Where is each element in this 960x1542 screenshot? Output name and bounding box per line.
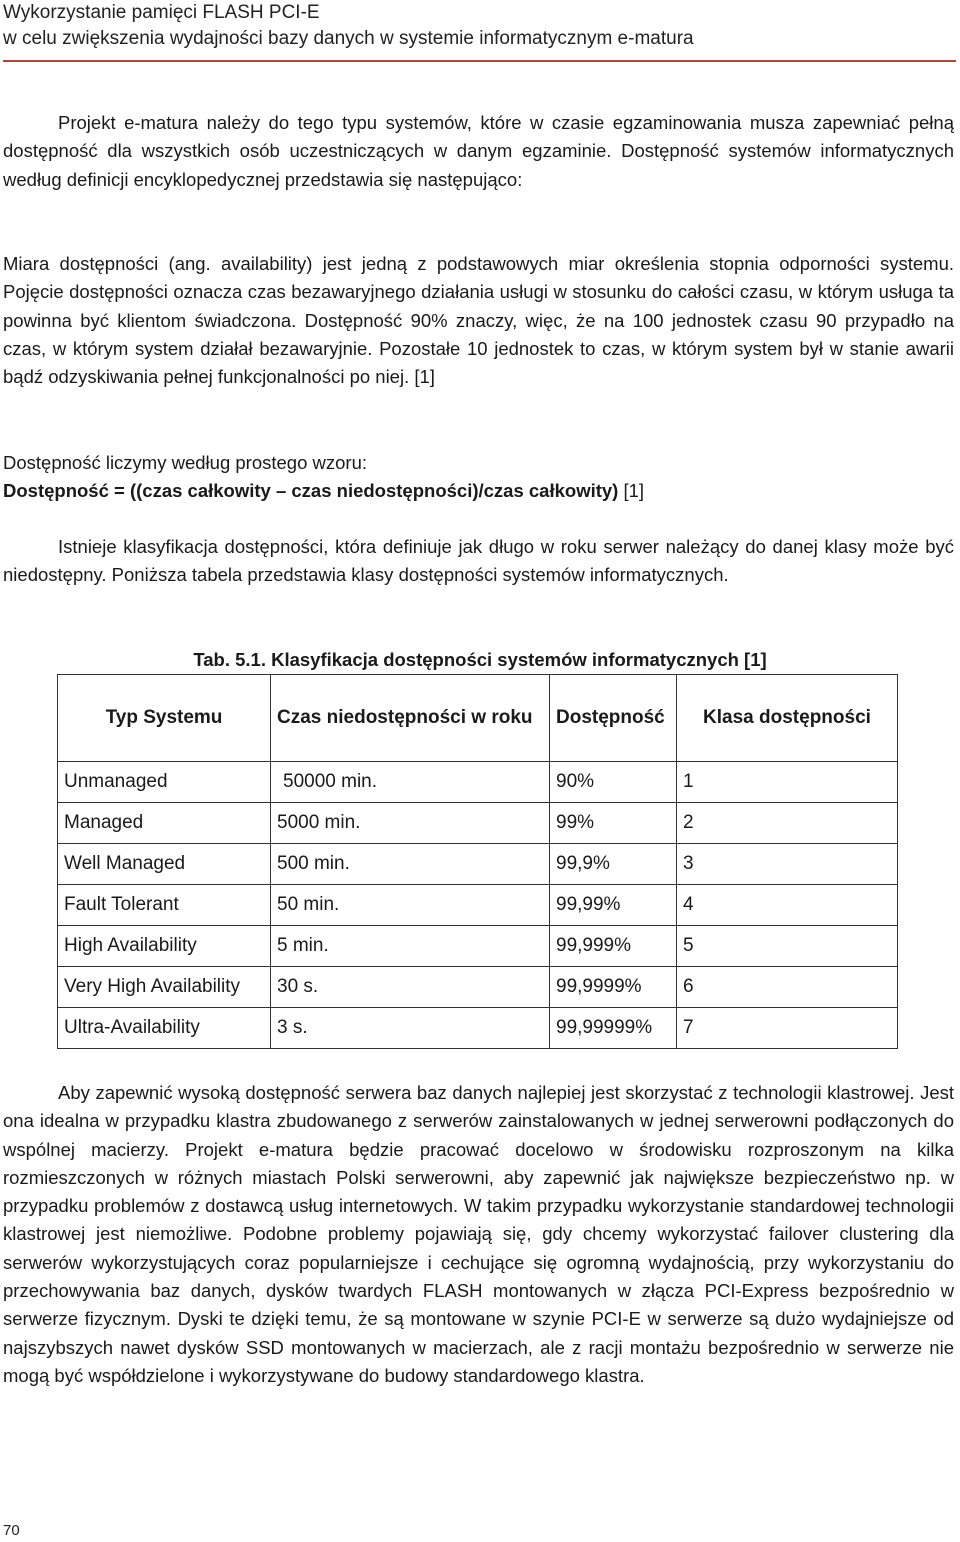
cell-class: 4 bbox=[677, 885, 898, 926]
cell-system-type: Unmanaged bbox=[58, 762, 271, 803]
cell-availability: 99% bbox=[550, 803, 677, 844]
table-header-row bbox=[58, 675, 898, 762]
cell-system-type: Ultra-Availability bbox=[58, 1008, 271, 1049]
table-row bbox=[58, 926, 898, 967]
availability-classes-table bbox=[57, 674, 898, 1049]
cell-availability: 99,9% bbox=[550, 844, 677, 885]
table-row bbox=[58, 803, 898, 844]
table-caption bbox=[0, 646, 960, 674]
header-system-type: Typ Systemu bbox=[58, 675, 271, 762]
header-class: Klasa dostępności bbox=[677, 675, 898, 762]
table-row bbox=[58, 885, 898, 926]
cell-downtime: 50000 min. bbox=[271, 762, 550, 803]
cell-system-type: Fault Tolerant bbox=[58, 885, 271, 926]
cell-class: 7 bbox=[677, 1008, 898, 1049]
cell-availability: 99,99% bbox=[550, 885, 677, 926]
formula-text: Dostępność = ((czas całkowity – czas niedostępności)/czas całkowity) bbox=[3, 480, 619, 501]
cell-class: 3 bbox=[677, 844, 898, 885]
header-availability: Dostępność bbox=[550, 675, 677, 762]
cell-downtime: 30 s. bbox=[271, 967, 550, 1008]
header-title-line1: Wykorzystanie pamięci FLASH PCI-E bbox=[3, 2, 320, 23]
paragraph-intro: Projekt e-matura należy do tego typu systemów, które w czasie egzaminowania musza zapewniać pełną dostępność dla wszystkich osób uczestniczących w danym egzaminie. Dostępność systemów informatycznych według definicji encyklopedycznej przedstawia się następująco: bbox=[3, 112, 954, 190]
header-downtime: Czas niedostępności w roku bbox=[271, 675, 550, 762]
table-row bbox=[58, 762, 898, 803]
cell-system-type: Well Managed bbox=[58, 844, 271, 885]
cell-availability: 99,999% bbox=[550, 926, 677, 967]
cell-class: 5 bbox=[677, 926, 898, 967]
cell-downtime: 50 min. bbox=[271, 885, 550, 926]
cell-availability: 99,9999% bbox=[550, 967, 677, 1008]
paragraph-classification: Istnieje klasyfikacja dostępności, która definiuje jak długo w roku serwer należący do danej klasy może być niedostępny. Poniższa tabela przedstawia klasy dostępności systemów informatycznych. bbox=[3, 536, 954, 586]
page-number: 70 bbox=[3, 1522, 20, 1539]
cell-system-type: High Availability bbox=[58, 926, 271, 967]
cell-availability: 90% bbox=[550, 762, 677, 803]
table-row bbox=[58, 967, 898, 1008]
cell-downtime: 5000 min. bbox=[271, 803, 550, 844]
cell-downtime: 500 min. bbox=[271, 844, 550, 885]
cell-class: 2 bbox=[677, 803, 898, 844]
cell-class: 1 bbox=[677, 762, 898, 803]
table-row bbox=[58, 1008, 898, 1049]
cell-downtime: 5 min. bbox=[271, 926, 550, 967]
availability-formula bbox=[3, 477, 954, 505]
table-caption-text: Tab. 5.1. Klasyfikacja dostępności systemów informatycznych [1] bbox=[193, 649, 767, 670]
running-header bbox=[3, 0, 956, 62]
paragraph-cluster: Aby zapewnić wysoką dostępność serwera baz danych najlepiej jest skorzystać z technologii klastrowej. Jest ona idealna w przypadku klastra zbudowanego z serwerów zainstalowanych w jednej serwerowni podłączonych do wspólnej macierzy. Projekt e-matura będzie pracować docelowo w środowisku rozproszonym na kilka rozmieszczonych w różnych miastach Polski serwerowni, aby zapewnić jak największe bezpieczeństwo np. w przypadku problemów z dostawcą usług internetowych. W takim przypadku wykorzystanie standardowej technologii klastrowej jest niemożliwe. Podobne problemy pojawiają się, gdy chcemy wykorzystać failover clustering dla serwerów wykorzystujących coraz popularniejsze i cechujące się ogromną wydajnością, przy wykorzystaniu do przechowywania baz danych, dysków twardych FLASH montowanych w złącza PCI-Express bezpośrednio w serwerze fizycznym. Dyski te dzięki temu, że są montowane w szynie PCI-E w serwerze są dużo wydajniejsze od najszybszych nawet dysków SSD montowanych w macierzach, ale z racji montażu bezpośrednio w serwerze nie mogą być współdzielone i wykorzystywane do budowy standardowego klastra. bbox=[3, 1082, 954, 1386]
cell-class: 6 bbox=[677, 967, 898, 1008]
paragraph-definition: Miara dostępności (ang. availability) jest jedną z podstawowych miar określenia stopnia odporności systemu. Pojęcie dostępności oznacza czas bezawaryjnego działania usługi w stosunku do całości czasu, w którym usługa ta powinna być klientom świadczona. Dostępność 90% znaczy, więc, że na 100 jednostek czasu 90 przypadło na czas, w którym system działał bezawaryjnie. Pozostałe 10 jednostek to czas, w którym system był w stanie awarii bądź odzyskiwania pełnej funkcjonalności po niej. [1] bbox=[3, 253, 954, 388]
formula-reference: [1] bbox=[623, 480, 645, 501]
paragraph-formula-intro: Dostępność liczymy według prostego wzoru: bbox=[3, 452, 367, 473]
table-row bbox=[58, 844, 898, 885]
cell-system-type: Very High Availability bbox=[58, 967, 271, 1008]
cell-system-type: Managed bbox=[58, 803, 271, 844]
header-title-line2: w celu zwiększenia wydajności bazy danych w systemie informatycznym e-matura bbox=[3, 28, 694, 49]
cell-downtime: 3 s. bbox=[271, 1008, 550, 1049]
cell-availability: 99,99999% bbox=[550, 1008, 677, 1049]
